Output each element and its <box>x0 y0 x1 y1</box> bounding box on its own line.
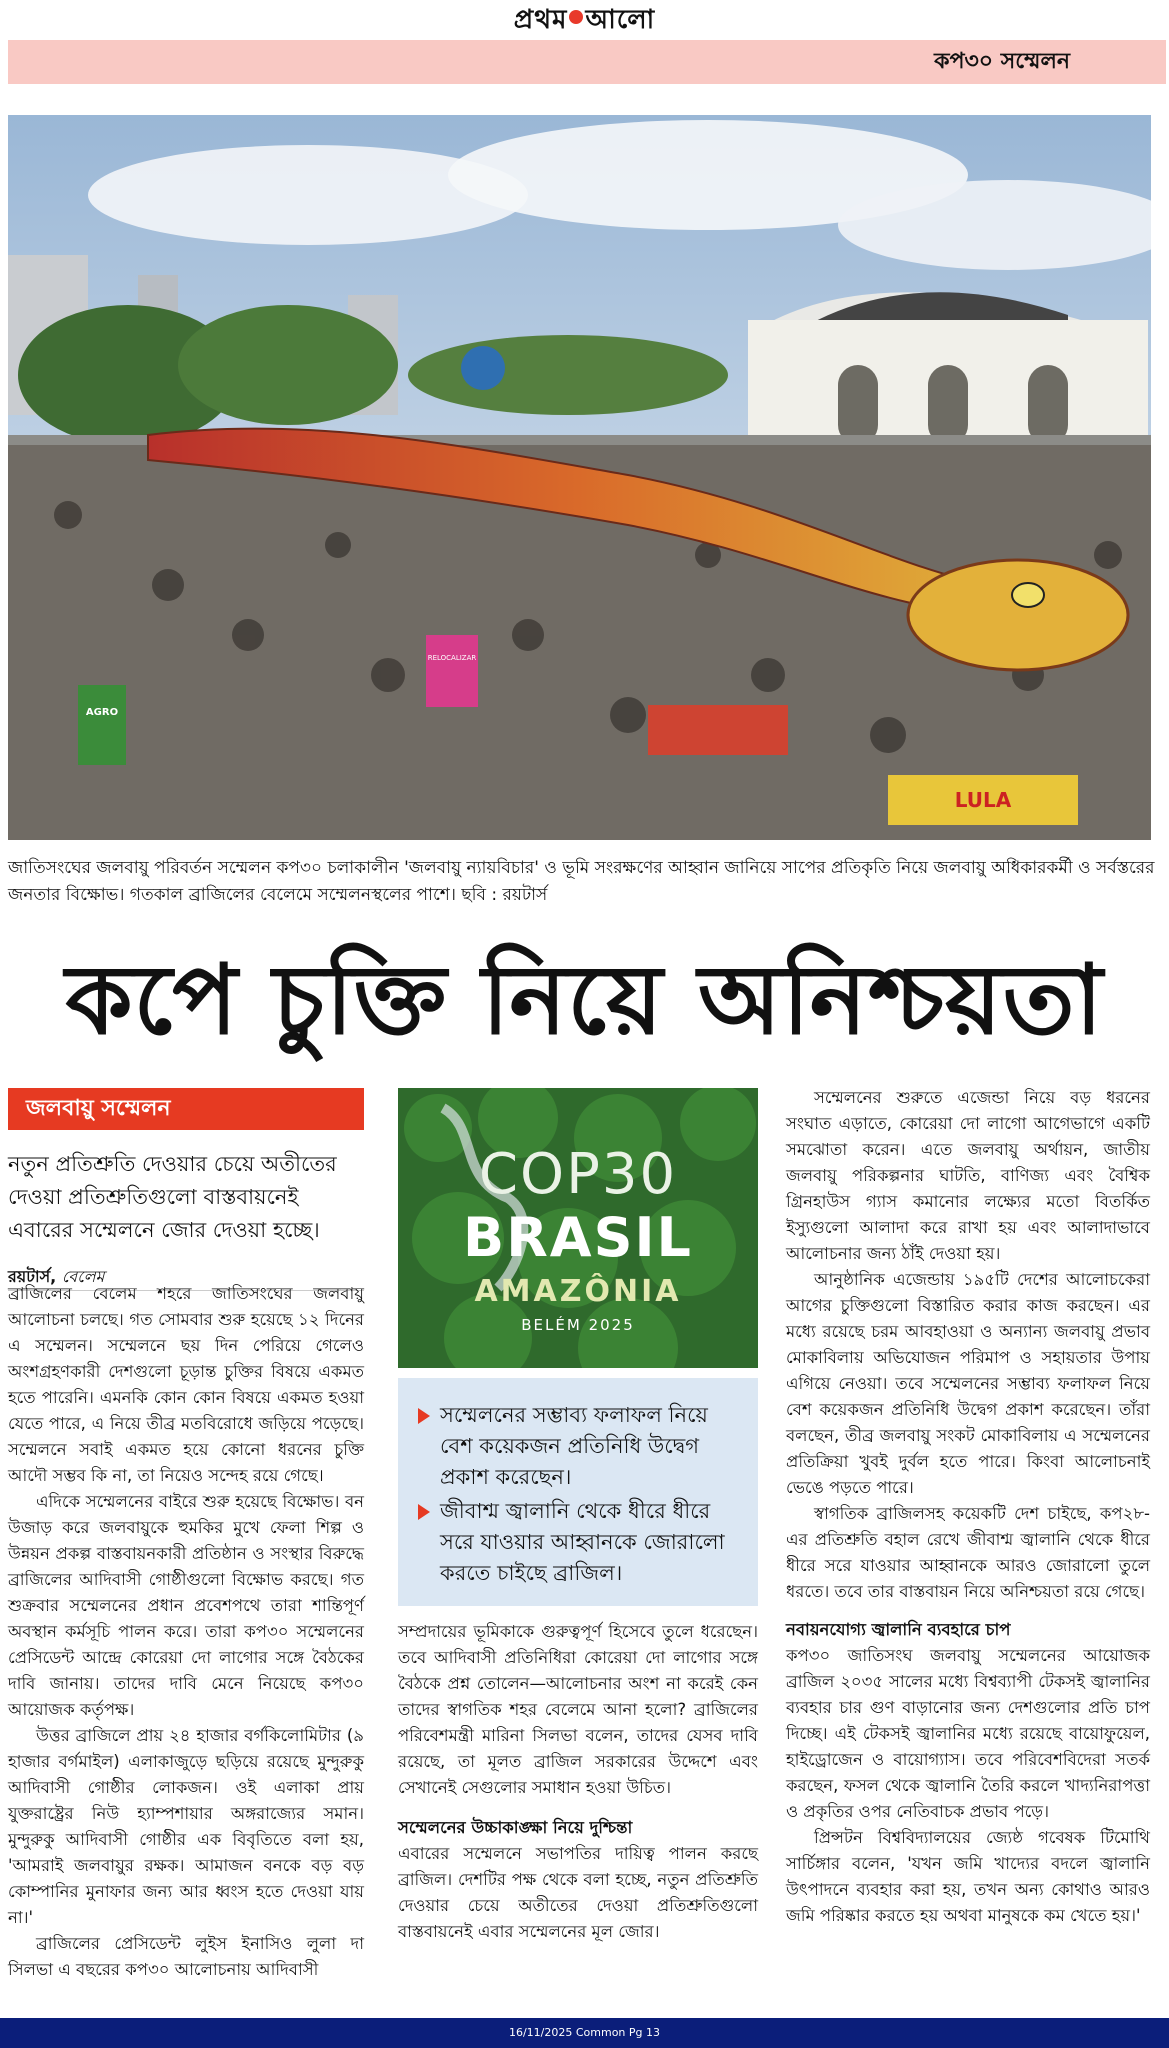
col2-para-1: সম্প্রদায়ের ভূমিকাকে গুরুত্বপূর্ণ হিসেবে তুলে ধরেছেন। তবে আদিবাসী প্রতিনিধিরা কোরেয়া দো লাগোর সঙ্গে বৈঠকে প্রশ্ন তোলেন—আলোচনার অংশ না করেই কেন তাদের স্বাগতিক শহর বেলেমে আনা হলো? ব্রাজিলের পরিবেশমন্ত্রী মারিনা সিলভা বলেন, তাদের যেসব দাবি রয়েছে, তা মূলত ব্রাজিল সরকারের উদ্দেশে এবং সেখানেই সেগুলোর সমাধান হওয়া উচিত। <box>398 1622 758 1797</box>
sun-icon <box>569 10 583 24</box>
newspaper-logo: প্রথম আলো <box>513 5 656 35</box>
section-bar <box>8 40 1166 84</box>
col1-para-2: এদিকে সম্মেলনের বাইরে শুরু হয়েছে বিক্ষোভ। বন উজাড় করে জলবায়ুকে হুমকির মুখে ফেলা শিল্প ও উন্নয়ন প্রকল্প বাস্তবায়নকারী প্রতিষ্ঠান ও সংস্থার বিরুদ্ধে ব্রাজিলের আদিবাসী গোষ্ঠীগুলো বিক্ষোভ করছে। গত শুক্রবার সম্মেলনের প্রধান প্রবেশপথে তারা শান্তিপূর্ণ অবস্থান কর্মসূচি পালন করে। তারা কপ৩০ সম্মেলনের প্রেসিডেন্ট আন্দ্রে কোরেয়া দো লাগোর সঙ্গে বৈঠকের দাবি জানায়। তাদের দাবি মেনে নিয়েছে কপ৩০ আয়োজক কর্তৃপক্ষ। <box>8 1492 364 1719</box>
highlight-item: সম্মেলনের সম্ভাব্য ফলাফল নিয়ে বেশ কয়েকজন প্রতিনিধি উদ্বেগ প্রকাশ করেছেন। <box>418 1400 744 1493</box>
brasil-text: BRASIL <box>463 1206 693 1269</box>
article-column-3 <box>786 1085 1150 1929</box>
col1-para-3: উত্তর ব্রাজিলে প্রায় ২৪ হাজার বর্গকিলোমিটার (৯ হাজার বর্গমাইল) এলাকাজুড়ে ছড়িয়ে রয়েছে মুন্দুরুকু আদিবাসী গোষ্ঠীর লোকজন। ওই এলাকা প্রায় যুক্তরাষ্ট্রের নিউ হ্যাম্পশায়ার অঙ্গরাজ্যের সমান। মুন্দুরুকু আদিবাসী গোষ্ঠীর এক বিবৃতিতে বলা হয়, 'আমরাই জলবায়ুর রক্ষক। আমাজন বনকে বড় বড় কোম্পানির মুনাফার জন্য আর ধ্বংস হতে দেওয়া যায় না।' <box>8 1726 364 1927</box>
col2-subhead: সম্মেলনের উচ্চাকাঙ্ক্ষা নিয়ে দুশ্চিন্তা <box>398 1818 633 1837</box>
article-column-1 <box>8 1281 364 1983</box>
topic-tag-label: জলবায়ু সম্মেলন <box>26 1096 171 1121</box>
col1-para-1: ব্রাজিলের বেলেম শহরে জাতিসংঘের জলবায়ু আলোচনা চলছে। গত সোমবার শুরু হয়েছে ১২ দিনের এ সম্মেলন। সম্মেলনে ছয় দিন পেরিয়ে গেলেও অংশগ্রহণকারী দেশগুলো চূড়ান্ত চুক্তির বিষয়ে একমত হতে পারেনি। এমনকি কোন কোন বিষয়ে একমত হওয়া যেতে পারে, এ নিয়ে তীব্র মতবিরোধে জড়িয়ে পড়েছে। সম্মেলনে সবাই একমত হয়ে কোনো ধরনের চুক্তি আদৌ সম্ভব কি না, তা নিয়েও সন্দেহ রয়ে গেছে। <box>8 1284 364 1485</box>
cop30-logo-image <box>398 1088 758 1368</box>
col3-subhead: নবায়নযোগ্য জ্বালানি ব্যবহারে চাপ <box>786 1620 1011 1639</box>
triangle-bullet-icon <box>418 1408 430 1424</box>
amazonia-text: AMAZÔNIA <box>474 1274 682 1309</box>
topic-tag <box>8 1088 364 1130</box>
protest-photo <box>8 115 1151 840</box>
byline-agency: রয়টার্স, <box>8 1267 57 1286</box>
triangle-bullet-icon <box>418 1504 430 1520</box>
cop30-text: COP30 <box>478 1142 678 1207</box>
highlight-item: জীবাশ্ম জ্বালানি থেকে ধীরে ধীরে সরে যাওয়ার আহ্বানকে জোরালো করতে চাইছে ব্রাজিল। <box>418 1496 744 1589</box>
col3-para-2: আনুষ্ঠানিক এজেন্ডায় ১৯৫টি দেশের আলোচকেরা আগের চুক্তিগুলো বিস্তারিত করার কাজ করছেন। এর মধ্যে রয়েছে চরম আবহাওয়া ও অন্যান্য জলবায়ু প্রভাব মোকাবিলায় অভিযোজন পরিমাপ ও সহায়তার উপায় এগিয়ে নেওয়া। তবে সম্মেলনের সম্ভাব্য ফলাফল নিয়ে বেশ কয়েকজন প্রতিনিধি উদ্বেগ প্রকাশ করেছেন। তাঁরা বলছেন, তীব্র জলবায়ু সংকট মোকাবিলায় এ সম্মেলনের প্রতিক্রিয়া খুবই দুর্বল হতে পারে। কিংবা আলোচনাই ভেঙে পড়তে পারে। <box>786 1270 1150 1497</box>
highlight-box <box>398 1378 758 1606</box>
deck: নতুন প্রতিশ্রুতি দেওয়ার চেয়ে অতীতের দেওয়া প্রতিশ্রুতিগুলো বাস্তবায়নেই এবারের সম্মেলনে জোর দেওয়া হচ্ছে। <box>8 1152 337 1242</box>
article-column-2 <box>398 1619 758 1945</box>
section-label: কপ৩০ সম্মেলন <box>934 49 1070 74</box>
col3-para-4: কপ৩০ জাতিসংঘ জলবায়ু সম্মেলনের আয়োজক ব্রাজিল ২০৩৫ সালের মধ্যে বিশ্বব্যাপী টেকসই জ্বালানির ব্যবহার চার গুণ বাড়ানোর জন্য দেশগুলোর প্রতি চাপ দিচ্ছে। এই টেকসই জ্বালানির মধ্যে রয়েছে বায়োফুয়েল, হাইড্রোজেন ও বায়োগ্যাস। তবে পরিবেশবিদেরা সতর্ক করছেন, ফসল থেকে জ্বালানি তৈরি করলে খাদ্যনিরাপত্তা ও প্রকৃতির ওপর নেতিবাচক প্রভাব পড়ে। <box>786 1646 1150 1821</box>
masthead <box>0 0 1169 40</box>
col1-para-4: ব্রাজিলের প্রেসিডেন্ট লুইস ইনাসিও লুলা দা সিলভা এ বছরের কপ৩০ আলোচনায় আদিবাসী <box>8 1934 364 1979</box>
photo-caption: জাতিসংঘের জলবায়ু পরিবর্তন সম্মেলন কপ৩০ চলাকালীন 'জলবায়ু ন্যায়বিচার' ও ভূমি সংরক্ষণের আহ্বান জানিয়ে সাপের প্রতিকৃতি নিয়ে জলবায়ু অধিকারকর্মী ও সর্বস্তরের জনতার বিক্ষোভ। গতকাল ব্রাজিলের বেলেমে সম্মেলনস্থলের পাশে। ছবি : রয়টার্স <box>8 858 1155 905</box>
byline-place: বেলেম <box>61 1267 105 1286</box>
svg-text:AGRO: AGRO <box>85 707 119 718</box>
protest-sign-text: RELOCALIZAR <box>427 654 477 662</box>
col3-para-5: প্রিন্সটন বিশ্ববিদ্যালয়ের জ্যেষ্ঠ গবেষক টিমোথি সার্চিঙ্গার বলেন, 'যখন জমি খাদ্যের বদলে জ্বালানি উৎপাদনে ব্যবহার করা হয়, তখন অন্য কোথাও আরও জমি পরিষ্কার করতে হয় অথবা মানুষকে কম খেতে হয়।' <box>786 1828 1150 1925</box>
col3-para-1: সম্মেলনের শুরুতে এজেন্ডা নিয়ে বড় ধরনের সংঘাত এড়াতে, কোরেয়া দো লাগো আগেভাগে একটি সমঝোতা করেন। এতে জলবায়ু অর্থায়ন, জাতীয় জলবায়ু পরিকল্পনার ঘাটতি, বাণিজ্য এবং বৈশ্বিক গ্রিনহাউস গ্যাস কমানোর লক্ষ্যের মতো বিতর্কিত ইস্যুগুলো আলাদা করে রাখা হয় এবং আলাদাভাবে আলোচনার জন্য ঠাঁই দেওয়া হয়। <box>786 1088 1150 1263</box>
col3-para-3: স্বাগতিক ব্রাজিলসহ কয়েকটি দেশ চাইছে, কপ২৮-এর প্রতিশ্রুতি বহাল রেখে জীবাশ্ম জ্বালানি থেকে ধীরে ধীরে সরে যাওয়ার আহ্বানকে আরও জোরালো তুলে ধরতে। তবে তার বাস্তবায়ন নিয়ে অনিশ্চয়তা রয়ে গেছে। <box>786 1504 1150 1601</box>
belem-text: BELÉM 2025 <box>521 1316 635 1334</box>
col2-para-2: এবারের সম্মেলনে সভাপতির দায়িত্ব পালন করছে ব্রাজিল। দেশটির পক্ষ থেকে বলা হচ্ছে, নতুন প্রতিশ্রুতি দেওয়ার চেয়ে অতীতের দেওয়া প্রতিশ্রুতিগুলো বাস্তবায়নেই এবার সম্মেলনের মূল জোর। <box>398 1844 758 1941</box>
svg-text:LULA: LULA <box>954 788 1012 812</box>
headline: কপে চুক্তি নিয়ে অনিশ্চয়তা <box>65 944 1104 1056</box>
protest-photo-illustration <box>8 115 1151 840</box>
page-footer: 16/11/2025 Common Pg 13 <box>0 2018 1169 2048</box>
